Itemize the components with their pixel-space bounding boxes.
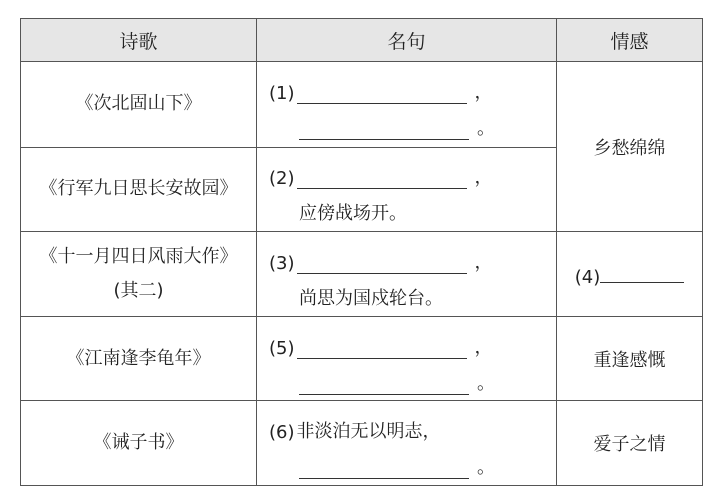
question-number: (3)	[269, 252, 295, 274]
punctuation: ，	[474, 251, 493, 273]
quote-line	[269, 153, 556, 189]
question-number: (4)	[574, 266, 601, 288]
quote-line	[269, 407, 556, 443]
quote-line	[269, 104, 556, 140]
question-number: (6)	[269, 422, 295, 444]
poem-table	[20, 18, 703, 486]
poem-title: 《诫子书》	[93, 432, 184, 454]
quote-cell	[257, 401, 557, 486]
quote-text: 尚思为国戍轮台。	[299, 287, 443, 309]
answer-blank[interactable]	[297, 251, 467, 274]
quote-line	[269, 189, 556, 225]
poem-title-cell	[21, 62, 257, 148]
header-emotion: 情感	[557, 19, 703, 62]
emotion-cell	[557, 232, 703, 317]
quote-line	[269, 359, 556, 395]
question-number: (1)	[269, 83, 295, 105]
quote-cell	[257, 232, 557, 317]
quote-line	[269, 238, 556, 274]
punctuation: 。	[477, 118, 495, 140]
table-row	[21, 232, 703, 317]
answer-blank[interactable]	[297, 166, 467, 189]
question-table-container	[20, 18, 702, 486]
emotion-text: 爱子之情	[593, 434, 666, 456]
emotion-text: 乡愁绵绵	[593, 137, 666, 159]
punctuation: ，	[474, 82, 493, 104]
quote-cell	[257, 62, 557, 148]
header-poem: 诗歌	[21, 19, 257, 62]
quote-line	[269, 274, 556, 310]
poem-title-cell	[21, 316, 257, 401]
quote-cell	[257, 316, 557, 401]
emotion-cell	[557, 401, 703, 486]
question-number: (5)	[269, 337, 295, 359]
quote-line	[269, 443, 556, 479]
poem-title: 《次北固山下》	[75, 93, 202, 115]
quote-line	[269, 68, 556, 104]
question-number: (2)	[269, 168, 295, 190]
poem-subtitle: (其二)	[113, 279, 164, 301]
table-row	[21, 401, 703, 486]
emotion-text: 重逢感慨	[593, 349, 666, 371]
answer-blank[interactable]	[297, 81, 467, 104]
poem-title: 《十一月四日风雨大作》	[39, 245, 238, 267]
punctuation: ，	[474, 167, 493, 189]
poem-title: 《行军九日思长安故园》	[39, 178, 238, 200]
header-row	[21, 19, 703, 62]
table-row	[21, 316, 703, 401]
answer-blank[interactable]	[299, 117, 469, 140]
emotion-cell	[557, 62, 703, 232]
answer-blank[interactable]	[297, 336, 467, 359]
poem-title-cell	[21, 147, 257, 232]
poem-title: 《江南逢李龟年》	[66, 347, 211, 369]
quote-line	[269, 323, 556, 359]
punctuation: ，	[474, 336, 493, 358]
emotion-cell	[557, 316, 703, 401]
poem-title-cell	[21, 401, 257, 486]
quote-text: 非淡泊无以明志，	[296, 421, 441, 443]
table-row	[21, 62, 703, 148]
punctuation: 。	[477, 457, 495, 479]
header-quote: 名句	[257, 19, 557, 62]
poem-title-cell	[21, 232, 257, 317]
answer-blank[interactable]	[299, 456, 469, 479]
punctuation: 。	[477, 372, 495, 394]
quote-text: 应傍战场开。	[299, 203, 407, 225]
answer-blank[interactable]	[299, 372, 469, 395]
quote-cell	[257, 147, 557, 232]
answer-blank[interactable]	[600, 260, 684, 283]
